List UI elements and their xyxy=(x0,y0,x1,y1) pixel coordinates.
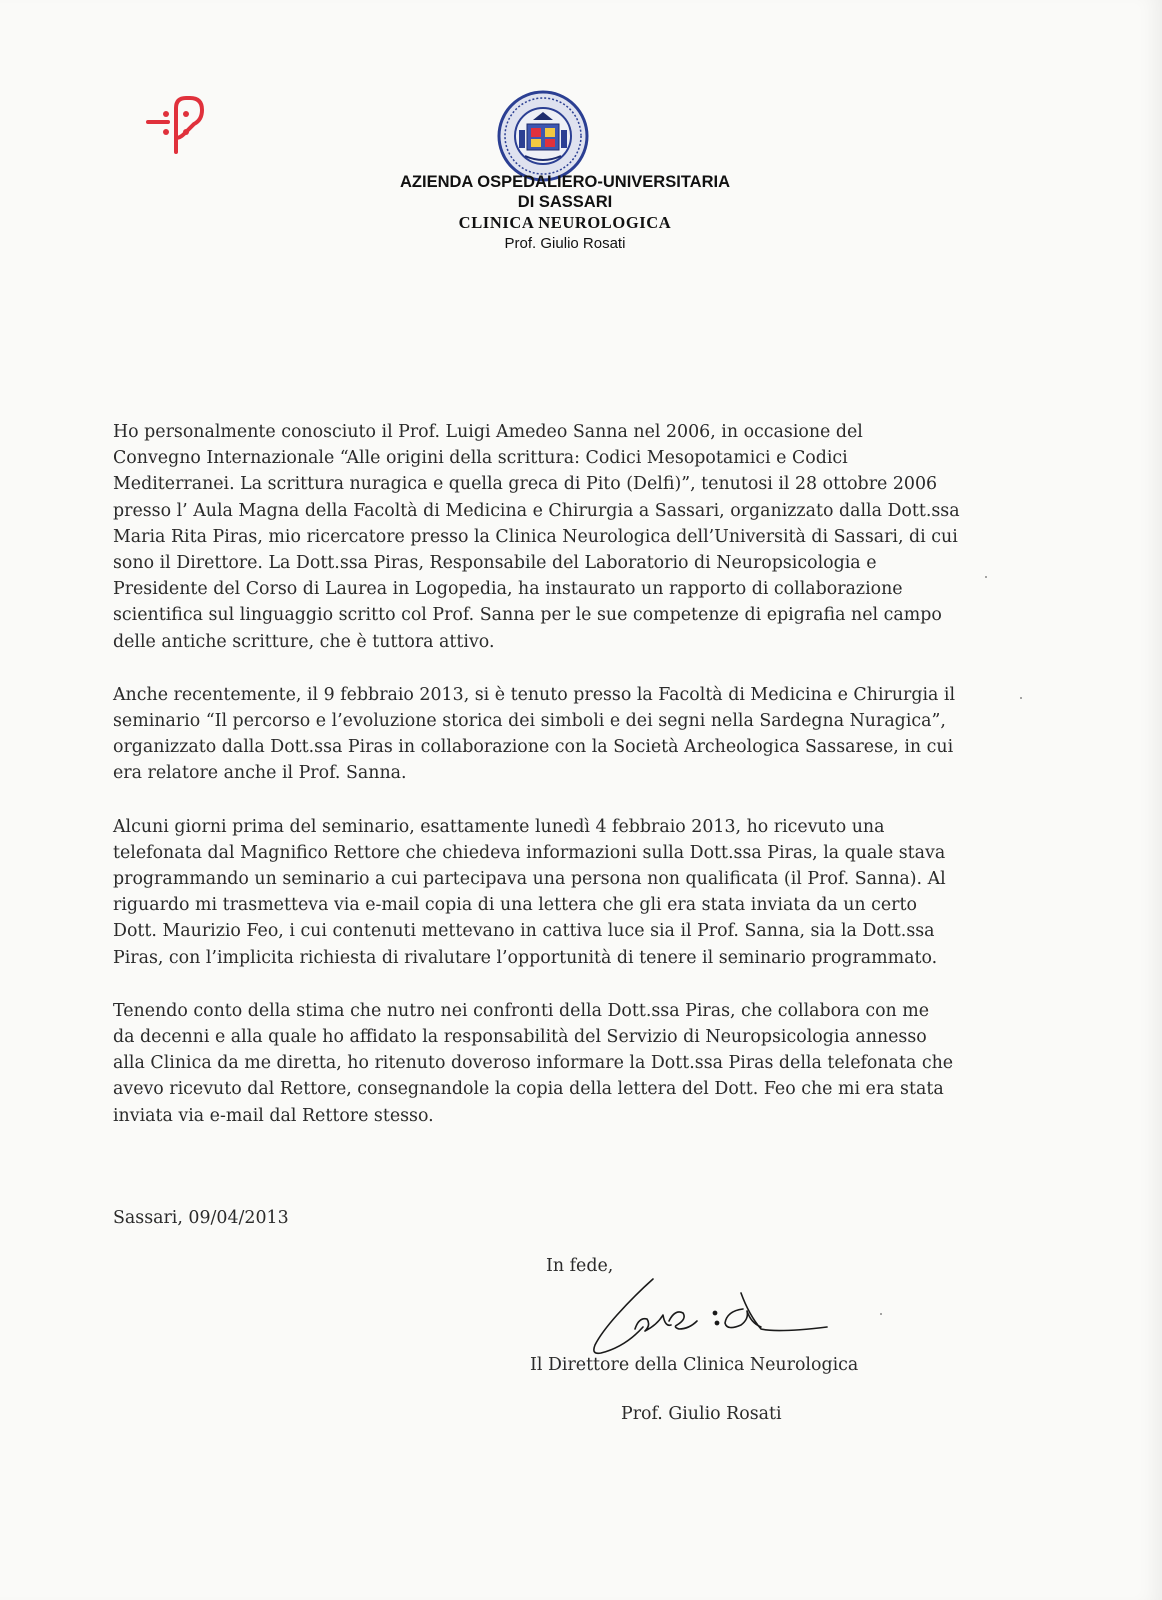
paragraph-2 xyxy=(113,682,1038,787)
text-line: programmando un seminario a cui partecipava una persona non qualificata (il Prof. Sanna). Al xyxy=(113,869,946,890)
text-line: Tenendo conto della stima che nutro nei confronti della Dott.ssa Piras, che collabora con me xyxy=(113,1000,930,1021)
salutation: In fede, xyxy=(546,1256,614,1276)
signatory-name: Prof. Giulio Rosati xyxy=(621,1404,782,1424)
scan-speck xyxy=(880,1313,882,1315)
text-line: riguardo mi trasmetteva via e-mail copia di una lettera che gli era stata inviata da un certo xyxy=(113,895,917,916)
scan-speck xyxy=(985,576,987,578)
text-line: telefonata dal Magnifico Rettore che chiedeva informazioni sulla Dott.ssa Piras, la quale stava xyxy=(113,842,946,863)
text-line: Ho personalmente conosciuto il Prof. Luigi Amedeo Sanna nel 2006, in occasione del xyxy=(113,422,863,442)
department-head: Prof. Giulio Rosati xyxy=(504,235,626,252)
place-and-date: Sassari, 09/04/2013 xyxy=(113,1208,289,1228)
scan-speck xyxy=(1020,697,1022,699)
paragraph-4 xyxy=(113,998,1038,1129)
text-line: Maria Rita Piras, mio ricercatore presso la Clinica Neurologica dell’Università di Sassari, di cui xyxy=(113,526,958,547)
text-line: Mediterranei. La scrittura nuragica e quella greca di Pito (Delfi)”, tenutosi il 28 ottobre 2006 xyxy=(113,474,938,495)
text-line: inviata via e-mail dal Rettore stesso. xyxy=(113,1105,434,1126)
institution-city: DI SASSARI xyxy=(517,193,613,211)
paragraph-1 xyxy=(113,419,1038,655)
text-line: Presidente del Corso di Laurea in Logopedia, ha instaurato un rapporto di collaborazione xyxy=(113,579,903,600)
text-line: seminario “Il percorso e l’evoluzione storica dei simboli e dei segni nella Sardegna Nuragica”, xyxy=(113,711,946,732)
text-line: organizzato dalla Dott.ssa Piras in collaborazione con la Società Archeologica Sassarese, in cui xyxy=(113,737,954,758)
institution-name: AZIENDA OSPEDALIERO-UNIVERSITARIA xyxy=(399,173,731,191)
text-line: da decenni e alla quale ho affidato la responsabilità del Servizio di Neuropsicologia annesso xyxy=(113,1027,927,1048)
department-name: CLINICA NEUROLOGICA xyxy=(458,213,672,232)
text-line: alla Clinica da me diretta, ho ritenuto doveroso informare la Dott.ssa Piras della telefonata che xyxy=(113,1053,954,1074)
letter-body xyxy=(113,419,1038,1156)
text-line: sono il Direttore. La Dott.ssa Piras, Responsabile del Laboratorio di Neuropsicologia e xyxy=(113,553,877,574)
text-line: presso l’ Aula Magna della Facoltà di Medicina e Chirurgia a Sassari, organizzato dalla Dott.ssa xyxy=(113,500,960,521)
text-line: Alcuni giorni prima del seminario, esattamente lunedì 4 febbraio 2013, ho ricevuto una xyxy=(113,816,885,837)
text-line: scientifica sul linguaggio scritto col Prof. Sanna per le sue competenze di epigrafia nel campo xyxy=(113,605,942,626)
text-line: Dott. Maurizio Feo, i cui contenuti mettevano in cattiva luce sia il Prof. Sanna, sia la Dott.ssa xyxy=(113,921,935,942)
signatory-title: Il Direttore della Clinica Neurologica xyxy=(530,1355,859,1375)
text-line: delle antiche scritture, che è tuttora attivo. xyxy=(113,631,495,652)
letterhead xyxy=(330,172,800,254)
hospital-logo-icon xyxy=(144,94,214,156)
text-line: Anche recentemente, il 9 febbraio 2013, si è tenuto presso la Facoltà di Medicina e Chirurgia il xyxy=(113,684,956,705)
text-line: Convegno Internazionale “Alle origini della scrittura: Codici Mesopotamici e Codici xyxy=(113,448,848,469)
text-line: era relatore anche il Prof. Sanna. xyxy=(113,763,407,784)
text-line: Piras, con l’implicita richiesta di rivalutare l’opportunità di tenere il seminario programmato. xyxy=(113,947,938,968)
paragraph-3 xyxy=(113,814,1038,971)
text-line: avevo ricevuto dal Rettore, consegnandole la copia della lettera del Dott. Feo che mi era stata xyxy=(113,1079,944,1100)
university-seal-icon xyxy=(497,90,589,182)
